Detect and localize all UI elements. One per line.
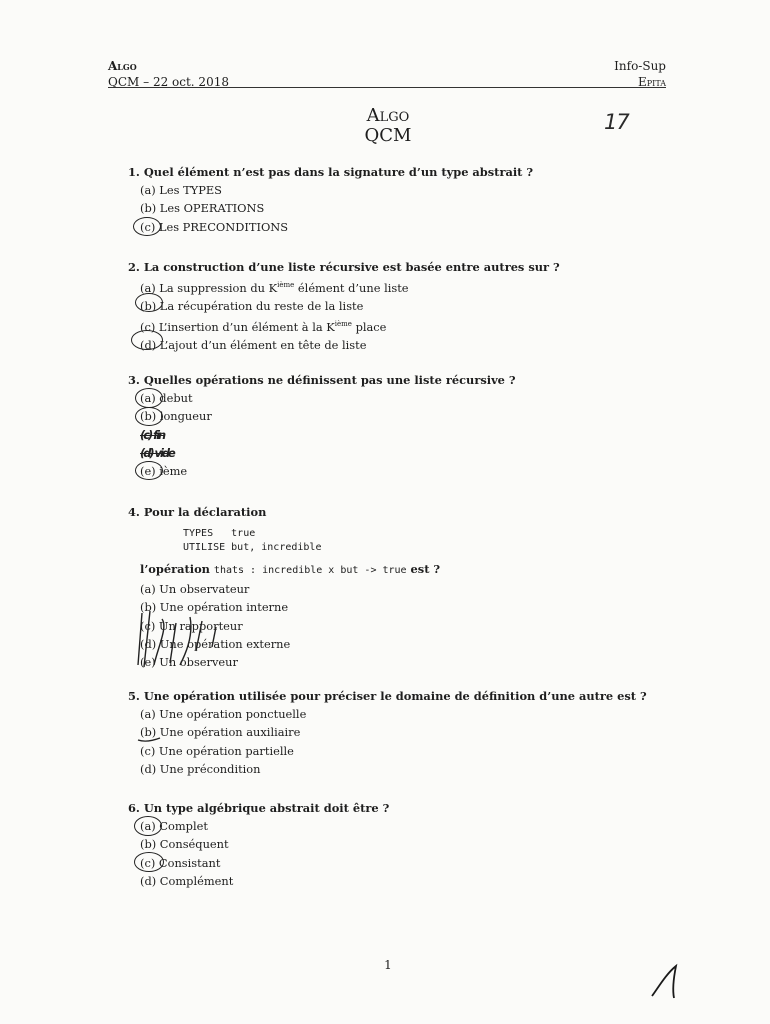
- question-number: 2.: [128, 260, 140, 274]
- option-text-pre: (b) La récupération du reste de la liste: [140, 299, 364, 314]
- option-e[interactable]: (e) ième: [140, 464, 188, 479]
- option-b[interactable]: (b) Conséquent: [140, 837, 229, 852]
- option-c[interactable]: (c) Une opération partielle: [140, 743, 294, 758]
- question-1: [128, 163, 533, 236]
- option-b[interactable]: [128, 297, 560, 315]
- option-text-pre: (a) La suppression du K: [140, 280, 278, 295]
- question-number: 5.: [128, 689, 140, 703]
- question-3: [128, 371, 516, 480]
- option-sup: ième: [334, 320, 352, 329]
- option-text-pre: (c) L’insertion d’un élément à la K: [140, 320, 335, 335]
- signature-mark: [646, 962, 686, 1002]
- question-6: [128, 799, 389, 890]
- question-title: [128, 163, 533, 181]
- question-subtitle: [128, 560, 440, 580]
- option-a[interactable]: [128, 276, 560, 297]
- option-d[interactable]: [128, 336, 560, 354]
- question-2: [128, 258, 560, 355]
- declaration-line: UTILISE but, incredible: [183, 542, 322, 553]
- question-code: thats : incredible x but -> true: [213, 565, 407, 576]
- question-text: Quelles opérations ne définissent pas une liste récursive ?: [143, 373, 516, 387]
- scribbled-option-text: (d) vide: [140, 445, 174, 460]
- option-sup: ième: [277, 281, 295, 289]
- option-a[interactable]: (a) debut: [140, 391, 193, 405]
- header-right: [614, 58, 666, 90]
- question-text: Quel élément n’est pas dans la signature d’un type abstrait ?: [143, 165, 534, 179]
- question-post: est ?: [410, 562, 441, 576]
- option-d[interactable]: (d) Complément: [140, 873, 234, 888]
- page-number: 1: [384, 958, 392, 972]
- question-text: La construction d’une liste récursive est basée entre autres sur ?: [143, 260, 560, 274]
- option-d[interactable]: (d) Une opération externe: [140, 636, 291, 651]
- school-name: Epita: [638, 75, 666, 89]
- question-title: [128, 371, 516, 389]
- question-number: 1.: [128, 165, 140, 179]
- type-declaration: [128, 527, 440, 555]
- option-d[interactable]: [128, 444, 516, 462]
- option-d[interactable]: (d) Une précondition: [140, 761, 261, 776]
- question-title: [128, 258, 560, 276]
- question-text: Une opération utilisée pour préciser le domaine de définition d’une autre est ?: [143, 689, 647, 703]
- declaration-line: TYPES true: [183, 528, 256, 539]
- course-name: Algo: [108, 59, 137, 73]
- question-text: Pour la déclaration: [143, 505, 267, 519]
- question-title: [128, 687, 647, 705]
- option-text-post: élément d’une liste: [294, 280, 409, 295]
- question-5: [128, 687, 647, 778]
- option-e[interactable]: (e) Un observeur: [140, 655, 238, 670]
- option-c[interactable]: [128, 315, 560, 336]
- option-c[interactable]: [128, 426, 516, 444]
- option-b[interactable]: (b) Une opération auxiliaire: [140, 725, 301, 740]
- option-c[interactable]: (c) Les PRECONDITIONS: [140, 219, 289, 234]
- option-a[interactable]: (a) Les TYPES: [140, 183, 222, 197]
- ink-scribble-mark: [128, 607, 238, 669]
- page-title: [0, 106, 770, 146]
- question-4: [128, 503, 440, 671]
- question-title: [128, 799, 389, 817]
- option-b[interactable]: (b) Une opération interne: [140, 600, 289, 615]
- section-name: Info-Sup: [614, 59, 666, 73]
- title-line-1: Algo: [366, 105, 410, 126]
- question-pre: l’opération: [140, 562, 210, 576]
- option-a[interactable]: (a) Un observateur: [140, 582, 250, 596]
- header-rule: [108, 87, 666, 88]
- question-number: 3.: [128, 373, 140, 387]
- exam-label: QCM: [108, 75, 140, 89]
- header-left: [108, 58, 229, 90]
- ink-underline-mark: [136, 735, 162, 743]
- question-title: [128, 503, 440, 521]
- handwritten-signature: [646, 962, 686, 1006]
- exam-date: – 22 oct. 2018: [143, 75, 229, 89]
- option-a[interactable]: (a) Une opération ponctuelle: [140, 707, 307, 721]
- option-text-pre: (d) L’ajout d’un élément en tête de liste: [140, 338, 367, 353]
- option-a[interactable]: (a) Complet: [140, 819, 208, 833]
- scribbled-option-text: (c) fin: [140, 427, 165, 442]
- option-b[interactable]: (b) longueur: [140, 409, 212, 424]
- option-text-post: place: [351, 320, 387, 335]
- option-c[interactable]: (c) Consistant: [140, 855, 221, 870]
- question-text: Un type algébrique abstrait doit être ?: [143, 801, 390, 815]
- handwritten-score: 17: [604, 110, 629, 134]
- option-c[interactable]: (c) Un rapporteur: [140, 618, 243, 633]
- option-b[interactable]: (b) Les OPERATIONS: [140, 201, 265, 216]
- question-number: 4.: [128, 505, 140, 519]
- title-line-2: QCM: [364, 125, 412, 146]
- question-number: 6.: [128, 801, 140, 815]
